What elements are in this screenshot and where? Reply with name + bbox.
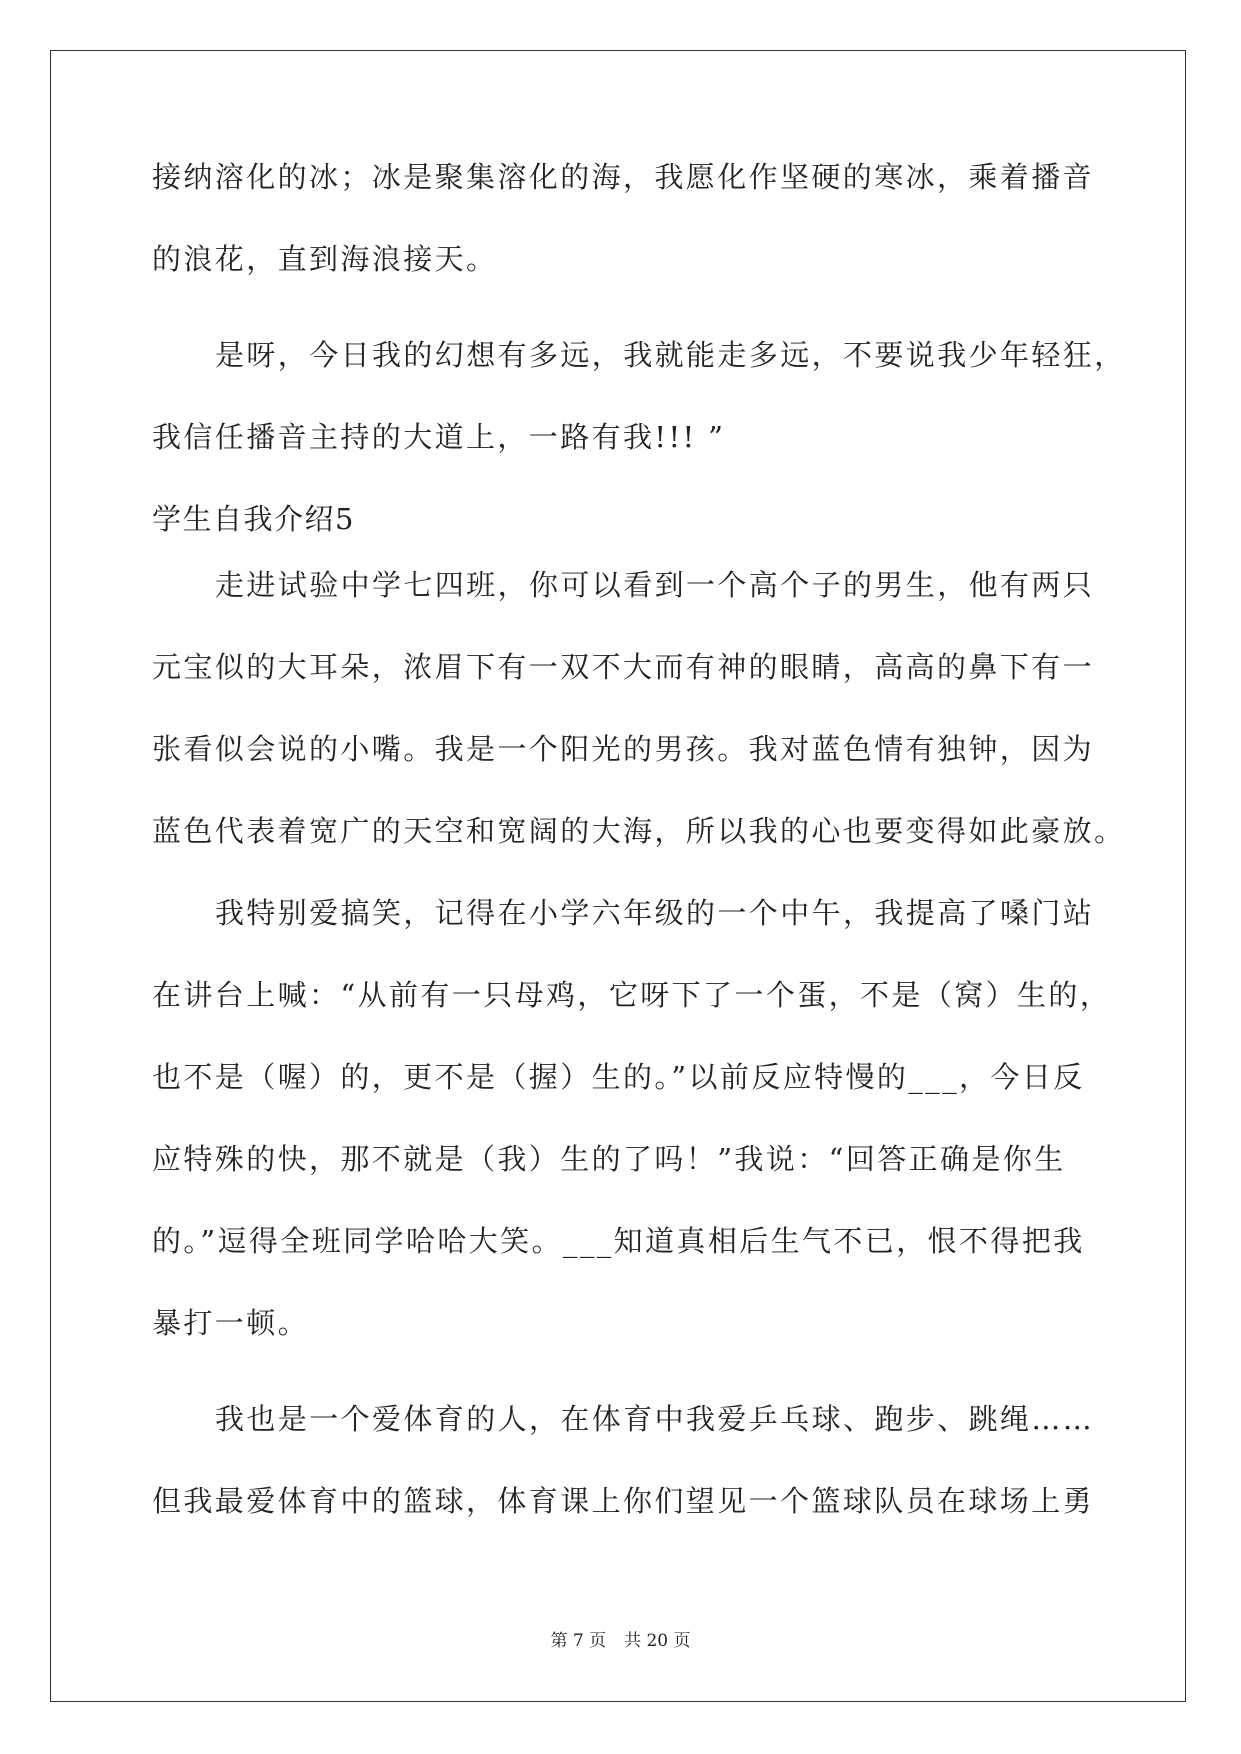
text-line: 也不是（喔）的，更不是（握）生的。”以前反应特慢的___，今日反 <box>152 1060 1085 1094</box>
text-line: 是呀，今日我的幻想有多远，我就能走多远，不要说我少年轻狂， <box>215 338 1126 372</box>
text-line: 的。”逗得全班同学哈哈大笑。___知道真相后生气不已，恨不得把我 <box>152 1224 1085 1258</box>
page-total: 共 20 页 <box>624 1631 691 1651</box>
page-number: 第 7 页 <box>550 1631 607 1651</box>
document-body <box>152 160 1126 1566</box>
text-line: 我特别爱搞笑，记得在小学六年级的一个中午，我提高了嗓门站 <box>215 896 1095 930</box>
text-line: 暴打一顿。 <box>152 1306 310 1340</box>
text-line: 张看似会说的小嘴。我是一个阳光的男孩。我对蓝色情有独钟，因为 <box>152 732 1095 766</box>
text-line: 走进试验中学七四班，你可以看到一个高个子的男生，他有两只 <box>215 568 1095 602</box>
text-line: 但我最爱体育中的篮球，体育课上你们望见一个篮球队员在球场上勇 <box>152 1484 1095 1518</box>
text-line: 蓝色代表着宽广的天空和宽阔的大海，所以我的心也要变得如此豪放。 <box>152 814 1126 848</box>
section-heading: 学生自我介绍5 <box>152 502 355 536</box>
text-line: 应特殊的快，那不就是（我）生的了吗！”我说：“回答正确是你生 <box>152 1142 1066 1176</box>
text-line: 在讲台上喊：“从前有一只母鸡，它呀下了一个蛋，不是（窝）生的， <box>152 978 1112 1012</box>
text-line: 我信任播音主持的大道上，一路有我!!! ” <box>152 420 726 454</box>
page-footer <box>0 1626 1241 1651</box>
text-line: 我也是一个爱体育的人，在体育中我爱乒乓球、跑步、跳绳…… <box>215 1402 1095 1436</box>
text-line: 的浪花，直到海浪接天。 <box>152 242 498 276</box>
text-line: 元宝似的大耳朵，浓眉下有一双不大而有神的眼睛，高高的鼻下有一 <box>152 650 1095 684</box>
text-line: 接纳溶化的冰；冰是聚集溶化的海，我愿化作坚硬的寒冰，乘着播音 <box>152 160 1095 194</box>
